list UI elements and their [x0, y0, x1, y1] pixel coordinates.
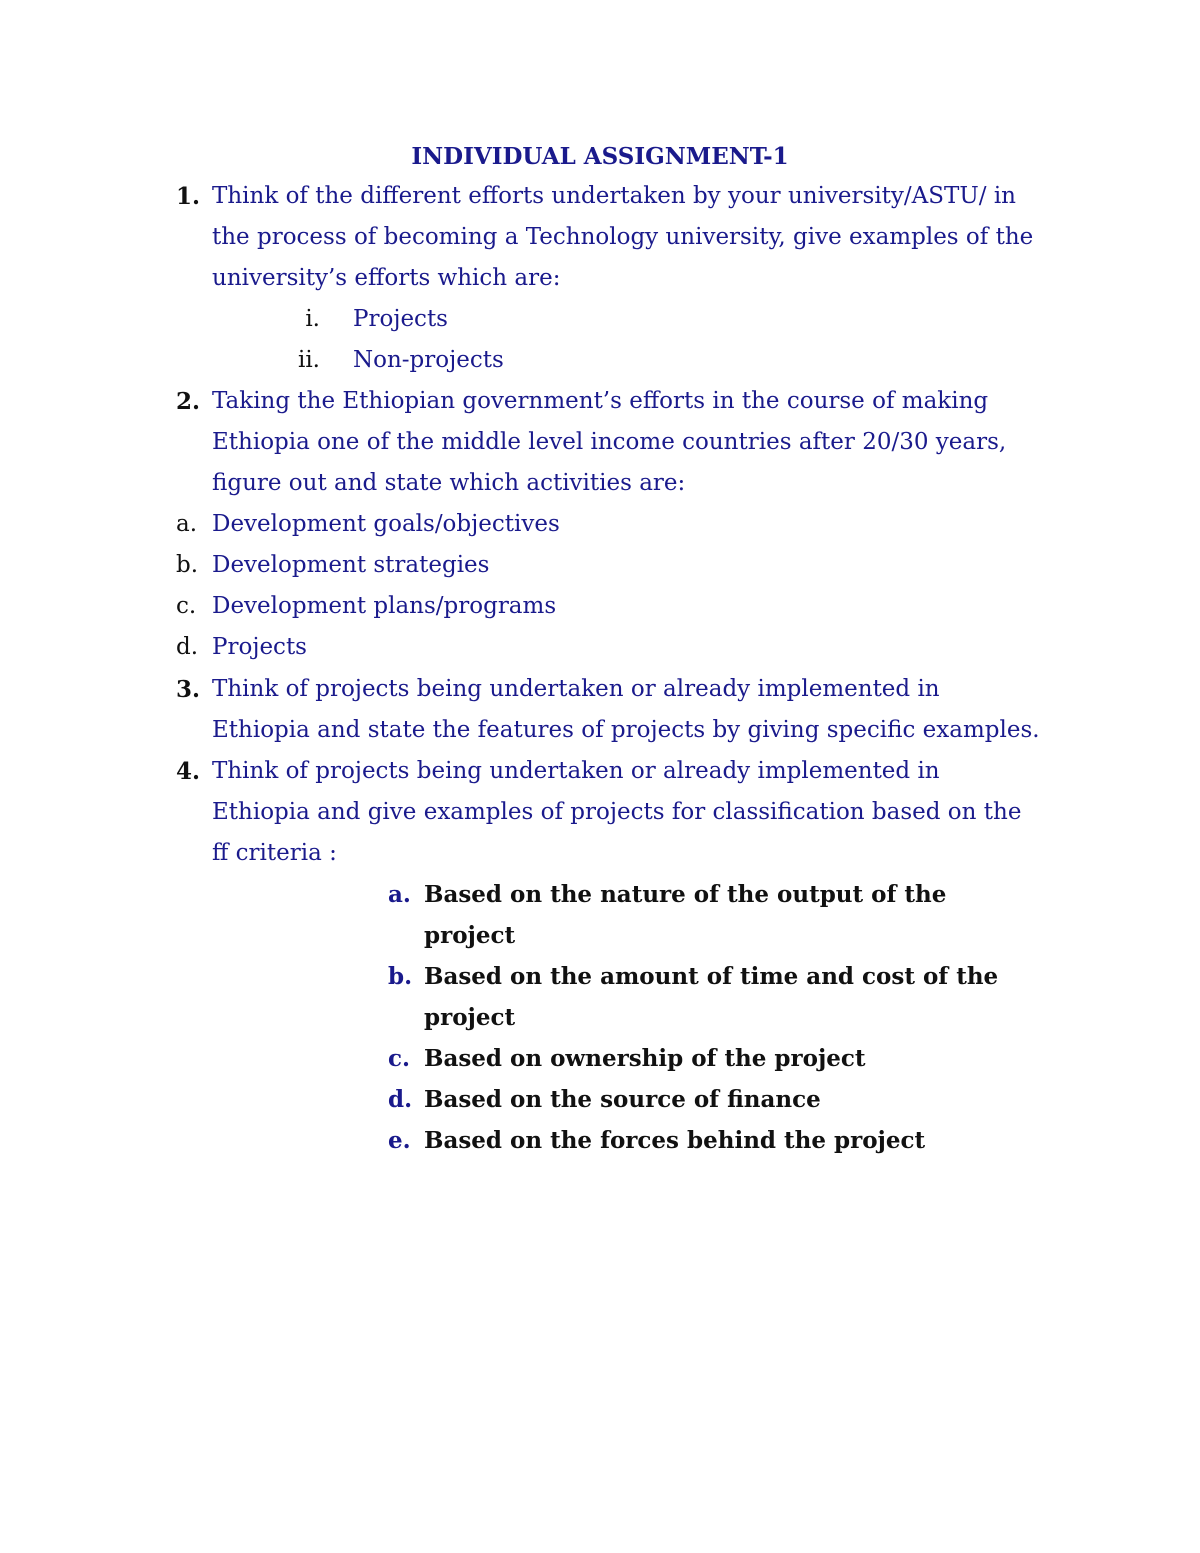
list-marker: c.: [176, 593, 197, 619]
list-marker: e.: [388, 1127, 411, 1154]
question-3: [0, 669, 1200, 751]
question-text-line: Think of projects being undertaken or already implemented in: [212, 758, 940, 784]
question-text-line: Think of projects being undertaken or already implemented in: [212, 676, 940, 702]
question-text-line: Ethiopia and give examples of projects for classification based on the: [212, 799, 1022, 825]
question-text-line: figure out and state which activities are:: [212, 470, 686, 496]
criteria-item: [0, 1038, 1200, 1079]
list-item-text: Projects: [353, 306, 448, 332]
list-item-text: Development plans/programs: [212, 593, 557, 619]
question-4: [0, 751, 1200, 1161]
question-number: 2.: [176, 388, 201, 415]
criteria-text-line: Based on the amount of time and cost of the: [424, 963, 999, 990]
list-item-text: Projects: [212, 634, 307, 660]
question-text-line: Ethiopia and state the features of projects by giving specific examples.: [212, 717, 1040, 743]
list-item: [0, 627, 1200, 668]
criteria-text-line: Based on the forces behind the project: [424, 1127, 926, 1154]
list-item: [0, 299, 1200, 340]
question-text-line: ff criteria :: [212, 840, 337, 866]
list-marker: a.: [388, 881, 411, 908]
criteria-item: [0, 1079, 1200, 1120]
criteria-text-line: Based on ownership of the project: [424, 1045, 866, 1072]
criteria-text-line: project: [424, 922, 516, 949]
criteria-text-line: project: [424, 1004, 516, 1031]
question-text-line: university’s efforts which are:: [212, 265, 561, 291]
list-item-text: Non-projects: [353, 347, 504, 373]
question-1: [0, 176, 1200, 381]
criteria-text-line: Based on the source of finance: [424, 1086, 821, 1113]
list-item: [0, 340, 1200, 381]
list-marker: a.: [176, 511, 198, 537]
question-text-line: the process of becoming a Technology university, give examples of the: [212, 224, 1034, 250]
criteria-item: [0, 1120, 1200, 1161]
criteria-item: [0, 956, 1200, 997]
list-marker: d.: [388, 1086, 413, 1113]
question-2: [0, 381, 1200, 668]
list-item-text: Development goals/objectives: [212, 511, 560, 537]
list-marker: d.: [176, 634, 199, 660]
question-text-line: Taking the Ethiopian government’s efforts in the course of making: [212, 388, 989, 414]
list-item-text: Development strategies: [212, 552, 490, 578]
question-number: 4.: [176, 758, 201, 785]
list-marker: i.: [305, 306, 320, 332]
question-text-line: Ethiopia one of the middle level income countries after 20/30 years,: [212, 429, 1007, 455]
question-number: 3.: [176, 676, 201, 703]
page-title: INDIVIDUAL ASSIGNMENT-1: [411, 143, 789, 170]
list-marker: ii.: [297, 347, 320, 373]
list-marker: b.: [388, 963, 413, 990]
criteria-text-line: Based on the nature of the output of the: [424, 881, 947, 908]
list-item: [0, 504, 1200, 545]
question-text-line: Think of the different efforts undertaken by your university/ASTU/ in: [212, 183, 1016, 209]
list-marker: c.: [388, 1045, 411, 1072]
list-item: [0, 586, 1200, 627]
list-marker: b.: [176, 552, 199, 578]
list-item: [0, 545, 1200, 586]
criteria-item: [0, 874, 1200, 915]
question-number: 1.: [176, 183, 201, 210]
